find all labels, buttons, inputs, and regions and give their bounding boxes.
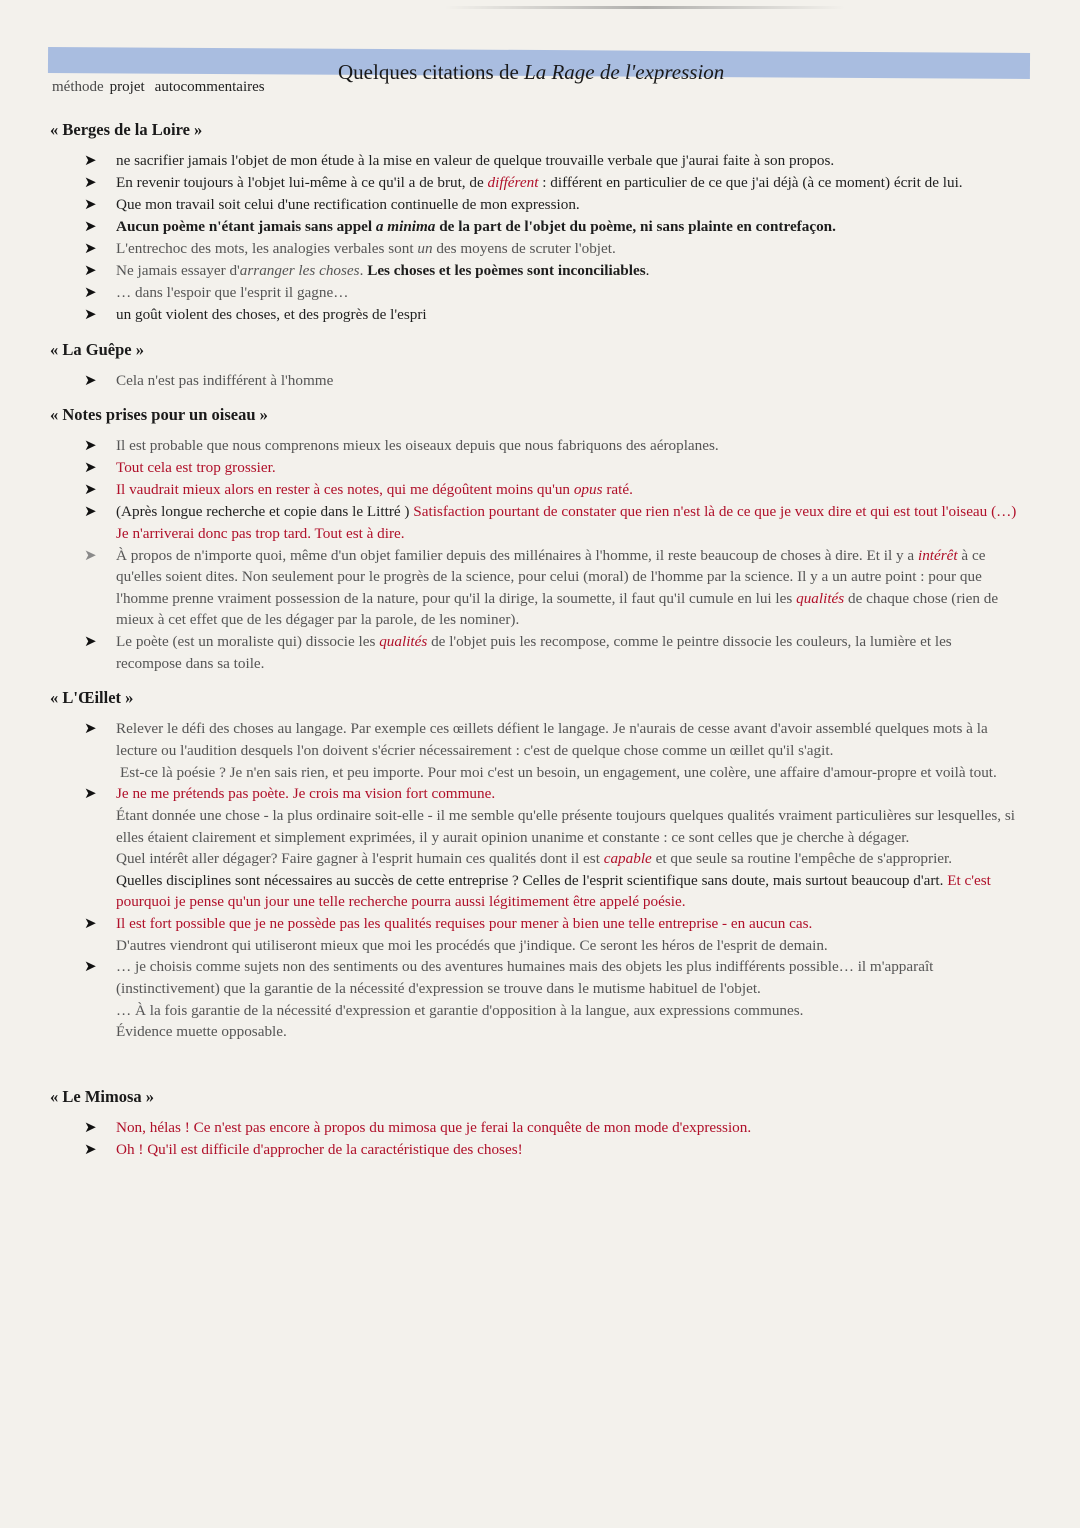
list-item: ➤ Non, hélas ! Ce n'est pas encore à propos du mimosa que je ferai la conquête de mon mode d'expression. xyxy=(50,1117,1020,1139)
paragraph: Évidence muette opposable. xyxy=(116,1023,287,1040)
list-mimosa xyxy=(50,1117,1020,1161)
arrow-bullet-icon: ➤ xyxy=(84,305,97,323)
arrow-bullet-icon: ➤ xyxy=(84,480,97,498)
arrow-bullet-icon: ➤ xyxy=(84,195,97,213)
list-item: ➤ Que mon travail soit celui d'une rectification continuelle de mon expression. xyxy=(50,194,1020,216)
list-oeillet xyxy=(50,718,1020,761)
list-item: ➤ (Après longue recherche et copie dans le Littré ) Satisfaction pourtant de constater que rien n'est là de ce que je veux dire et qui est tout l'oiseau (…) Je n'arriverai donc pas trop tard. Tout est à dire. xyxy=(84,502,1017,542)
section-title-notes: « Notes prises pour un oiseau » xyxy=(50,405,268,424)
list-item: ➤ Le poète (est un moraliste qui) dissocie les qualités de l'objet puis les recompose, comme le peintre dissocie les couleurs, la lumière et les recompose dans sa toile. xyxy=(84,632,952,672)
arrow-bullet-icon: ➤ xyxy=(84,1139,97,1158)
paragraph: D'autres viendront qui utiliseront mieux que moi les procédés que j'indique. Ce seront les héros de l'esprit de demain. xyxy=(116,936,828,954)
paper-fold-shadow xyxy=(445,6,845,9)
arrow-bullet-icon: ➤ xyxy=(84,545,97,564)
arrow-bullet-icon: ➤ xyxy=(84,1117,97,1136)
list-item: ➤ L'entrechoc des mots, les analogies verbales sont un des moyens de scruter l'objet. xyxy=(50,238,1020,260)
arrow-bullet-icon: ➤ xyxy=(84,957,97,975)
arrow-bullet-icon: ➤ xyxy=(84,151,97,169)
list-berges xyxy=(50,150,1020,326)
link-methode[interactable]: méthode xyxy=(52,79,104,95)
section-title-guepe: « La Guêpe » xyxy=(50,339,144,359)
arrow-bullet-icon: ➤ xyxy=(84,283,97,301)
list-item: ➤ ne sacrifier jamais l'objet de mon étude à la mise en valeur de quelque trouvaille verbale que j'aurai faite à son propos. xyxy=(50,150,1020,172)
arrow-bullet-icon: ➤ xyxy=(84,217,97,235)
list-item: ➤ un goût violent des choses, et des progrès de l'espri xyxy=(50,304,1020,326)
list-guepe xyxy=(50,370,1020,392)
arrow-bullet-icon: ➤ xyxy=(84,784,97,802)
paragraph: Est-ce là poésie ? Je n'en sais rien, et peu importe. Pour moi c'est un besoin, un engagement, une colère, une affaire d'amour-propre et voilà tout. xyxy=(120,763,997,781)
list-item: ➤ À propos de n'importe quoi, même d'un objet familier depuis des millénaires à l'homme, il reste beaucoup de choses à dire. Et il y a intérêt à ce qu'elles soient dites. Non seulement pour le progrès de la science, pour celui (moral) de l'homme par la science. Il y a un autre point : pour que l'homme prenne vraiment possession de la nature, pour qu'il la dirige, la soumette, il faut qu'il cumule en lui les qualités de chaque chose (rien de mieux à cet effet que de les dégager par la parole, de les nominer). xyxy=(84,545,999,628)
section-title-oeillet: « L'Œillet » xyxy=(50,688,134,707)
arrow-bullet-icon: ➤ xyxy=(84,261,97,279)
list-item: ➤ … je choisis comme sujets non des sentiments ou des aventures humaines mais des objets les plus indifférents possible… il m'apparaît (instinctivement) que la garantie de la nécessité d'expression se trouve dans le mutisme habituel de l'objet. xyxy=(84,957,934,997)
list-item: ➤ … dans l'espoir que l'esprit il gagne… xyxy=(50,282,1020,304)
paragraph: Quel intérêt aller dégager? Faire gagner à l'esprit humain ces qualités dont il est capable et que seule sa routine l'empêche de s'approprier. xyxy=(116,850,953,867)
list-item: ➤ Cela n'est pas indifférent à l'homme xyxy=(50,370,1020,392)
paragraph: Quelles disciplines sont nécessaires au succès de cette entreprise ? Celles de l'esprit scientifique sans doute, mais surtout beaucoup d'art. Et c'est pourquoi je pense qu'un jour une telle recherche pourra aussi légitimement être appelé poésie. xyxy=(116,871,991,910)
arrow-bullet-icon: ➤ xyxy=(84,913,97,932)
section-title-mimosa: « Le Mimosa » xyxy=(50,1086,155,1106)
list-item: ➤ Il est probable que nous comprenons mieux les oiseaux depuis que nous fabriquons des aéroplanes. xyxy=(50,435,1020,457)
list-item: ➤ Il est fort possible que je ne possède pas les qualités requises pour mener à bien une telle entreprise - en aucun cas. xyxy=(50,913,1020,935)
header-links xyxy=(52,79,265,96)
arrow-bullet-icon: ➤ xyxy=(84,719,97,737)
content xyxy=(50,120,1020,1174)
section-title-berges: « Berges de la Loire » xyxy=(50,120,203,139)
arrow-bullet-icon: ➤ xyxy=(84,632,97,650)
list-item: ➤ Tout cela est trop grossier. xyxy=(50,457,1020,479)
paragraph: Étant donnée une chose - la plus ordinaire soit-elle - il me semble qu'elle présente toujours quelques qualités vraiment particulières sur lesquelles, si elles étaient clairement et simplement exprimées, il y aurait opinion unanime et constante : ce sont celles que je cherche à dégager. xyxy=(116,807,1015,846)
paragraph: … À la fois garantie de la nécessité d'expression et garantie d'opposition à la langue, aux expressions communes. xyxy=(116,1001,804,1019)
list-item: ➤ Ne jamais essayer d'arranger les choses. Les choses et les poèmes sont inconciliables. xyxy=(50,260,1020,282)
list-item: ➤ Relever le défi des choses au langage. Par exemple ces œillets défient le langage. Je n'aurais de cesse avant d'avoir assemblé quelques mots à la lecture ou l'audition desquels l'on doivent s'écrier nécessairement : c'est de quelque chose comme un œillet qu'il s'agit. xyxy=(84,719,988,759)
list-item: ➤ En revenir toujours à l'objet lui-même à ce qu'il a de brut, de différent : différent en particulier de ce que j'ai déjà (à ce moment) écrit de lui. xyxy=(50,172,1020,194)
list-item: ➤ Je ne me prétends pas poète. Je crois ma vision fort commune. xyxy=(50,783,1020,805)
list-oeillet-4 xyxy=(50,956,1020,999)
arrow-bullet-icon: ➤ xyxy=(84,239,97,257)
list-oeillet-2 xyxy=(50,783,1020,805)
page-title: Quelques citations de La Rage de l'expression xyxy=(338,60,725,84)
arrow-bullet-icon: ➤ xyxy=(84,173,97,191)
link-projet[interactable]: projet xyxy=(109,79,145,95)
list-item: ➤ Oh ! Qu'il est difficile d'approcher de la caractéristique des choses! xyxy=(50,1139,1020,1161)
list-item: ➤ Il vaudrait mieux alors en rester à ces notes, qui me dégoûtent moins qu'un opus raté. xyxy=(50,479,1020,501)
arrow-bullet-icon: ➤ xyxy=(84,502,97,520)
list-notes xyxy=(50,435,1020,674)
arrow-bullet-icon: ➤ xyxy=(84,458,97,476)
list-oeillet-3 xyxy=(50,913,1020,935)
arrow-bullet-icon: ➤ xyxy=(84,436,97,454)
arrow-bullet-icon: ➤ xyxy=(84,370,97,389)
link-autocommentaires[interactable]: autocommentaires xyxy=(154,79,265,95)
list-item: ➤ Aucun poème n'étant jamais sans appel a minima de la part de l'objet du poème, ni sans plainte en contrefaçon. xyxy=(50,216,1020,238)
